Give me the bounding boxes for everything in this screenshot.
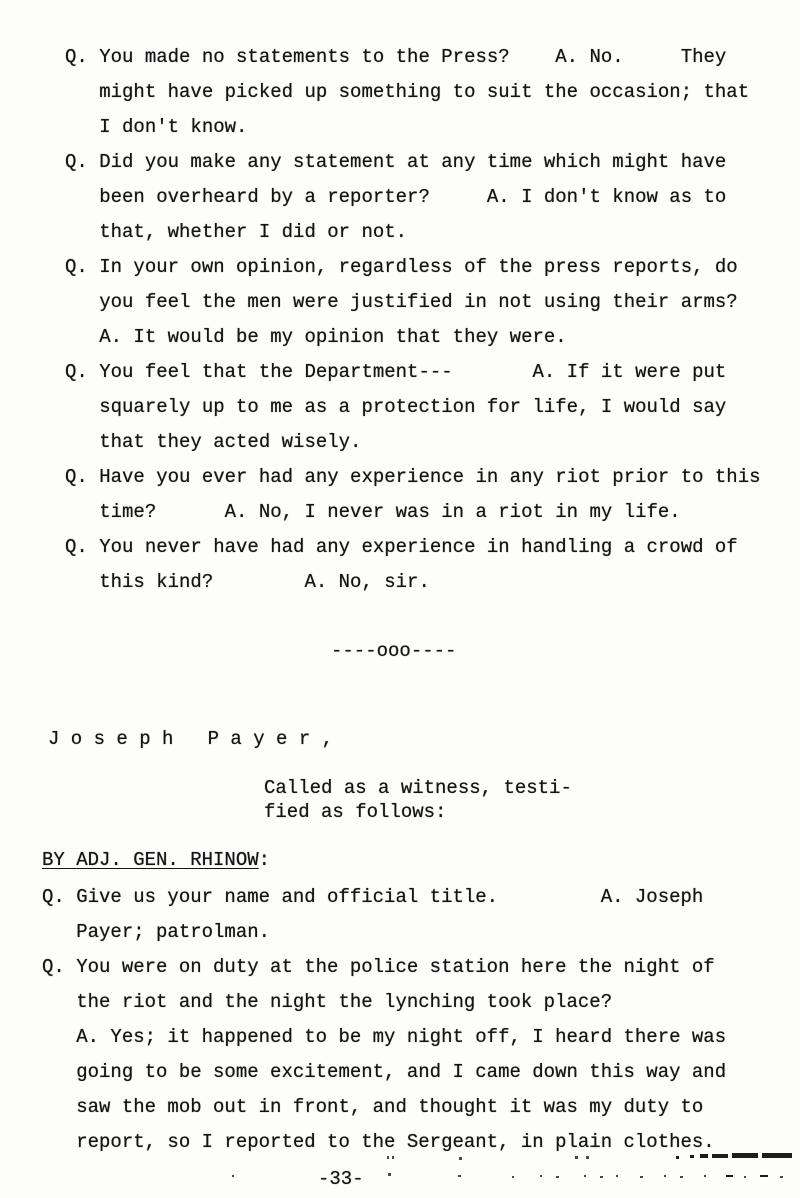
transcript-line: Q. You feel that the Department--- A. If it were put	[65, 361, 727, 383]
examiner-heading	[42, 843, 270, 878]
qa-block-1	[65, 40, 761, 600]
transcript-line: that, whether I did or not.	[65, 221, 408, 243]
transcript-line: Q. In your own opinion, regardless of the press reports, do	[65, 256, 738, 278]
examiner-heading-colon: :	[258, 849, 271, 871]
transcript-line: Payer; patrolman.	[42, 921, 271, 943]
witness-name: J o s e p h P a y e r ,	[48, 728, 334, 750]
section-separator: ----ooo----	[331, 640, 457, 662]
transcript-line: A. Yes; it happened to be my night off, I heard there was	[42, 1026, 727, 1048]
transcript-line: might have picked up something to suit the occasion; that	[65, 81, 750, 103]
transcript-line: Q. You were on duty at the police station here the night of	[42, 956, 715, 978]
transcript-line: Q. You made no statements to the Press? A. No. They	[65, 46, 727, 68]
transcript-line: I don't know.	[65, 116, 248, 138]
transcript-line: time? A. No, I never was in a riot in my life.	[65, 501, 681, 523]
transcript-line: Q. Did you make any statement at any time which might have	[65, 151, 727, 173]
transcript-line: the riot and the night the lynching took place?	[42, 991, 613, 1013]
transcript-line: squarely up to me as a protection for life, I would say	[65, 396, 727, 418]
transcript-line: Q. You never have had any experience in handling a crowd of	[65, 536, 738, 558]
transcript-line: this kind? A. No, sir.	[65, 571, 430, 593]
transcript-line: report, so I reported to the Sergeant, in plain clothes.	[42, 1131, 715, 1153]
transcript-line: saw the mob out in front, and thought it was my duty to	[42, 1096, 704, 1118]
transcript-line: going to be some excitement, and I came down this way and	[42, 1061, 727, 1083]
transcript-line: Q. Give us your name and official title. A. Joseph	[42, 886, 704, 908]
transcript-line: that they acted wisely.	[65, 431, 362, 453]
called-as-witness-block	[264, 776, 572, 824]
transcript-line: fied as follows:	[264, 801, 447, 823]
page-number: -33-	[318, 1168, 364, 1190]
qa-block-2	[42, 880, 726, 1160]
examiner-heading-text: BY ADJ. GEN. RHINOW	[42, 849, 259, 871]
transcript-line: Q. Have you ever had any experience in any riot prior to this	[65, 466, 761, 488]
transcript-line: been overheard by a reporter? A. I don't know as to	[65, 186, 727, 208]
transcript-line: you feel the men were justified in not using their arms?	[65, 291, 738, 313]
transcript-line: A. It would be my opinion that they were.	[65, 326, 567, 348]
transcript-line: Called as a witness, testi-	[264, 777, 572, 799]
